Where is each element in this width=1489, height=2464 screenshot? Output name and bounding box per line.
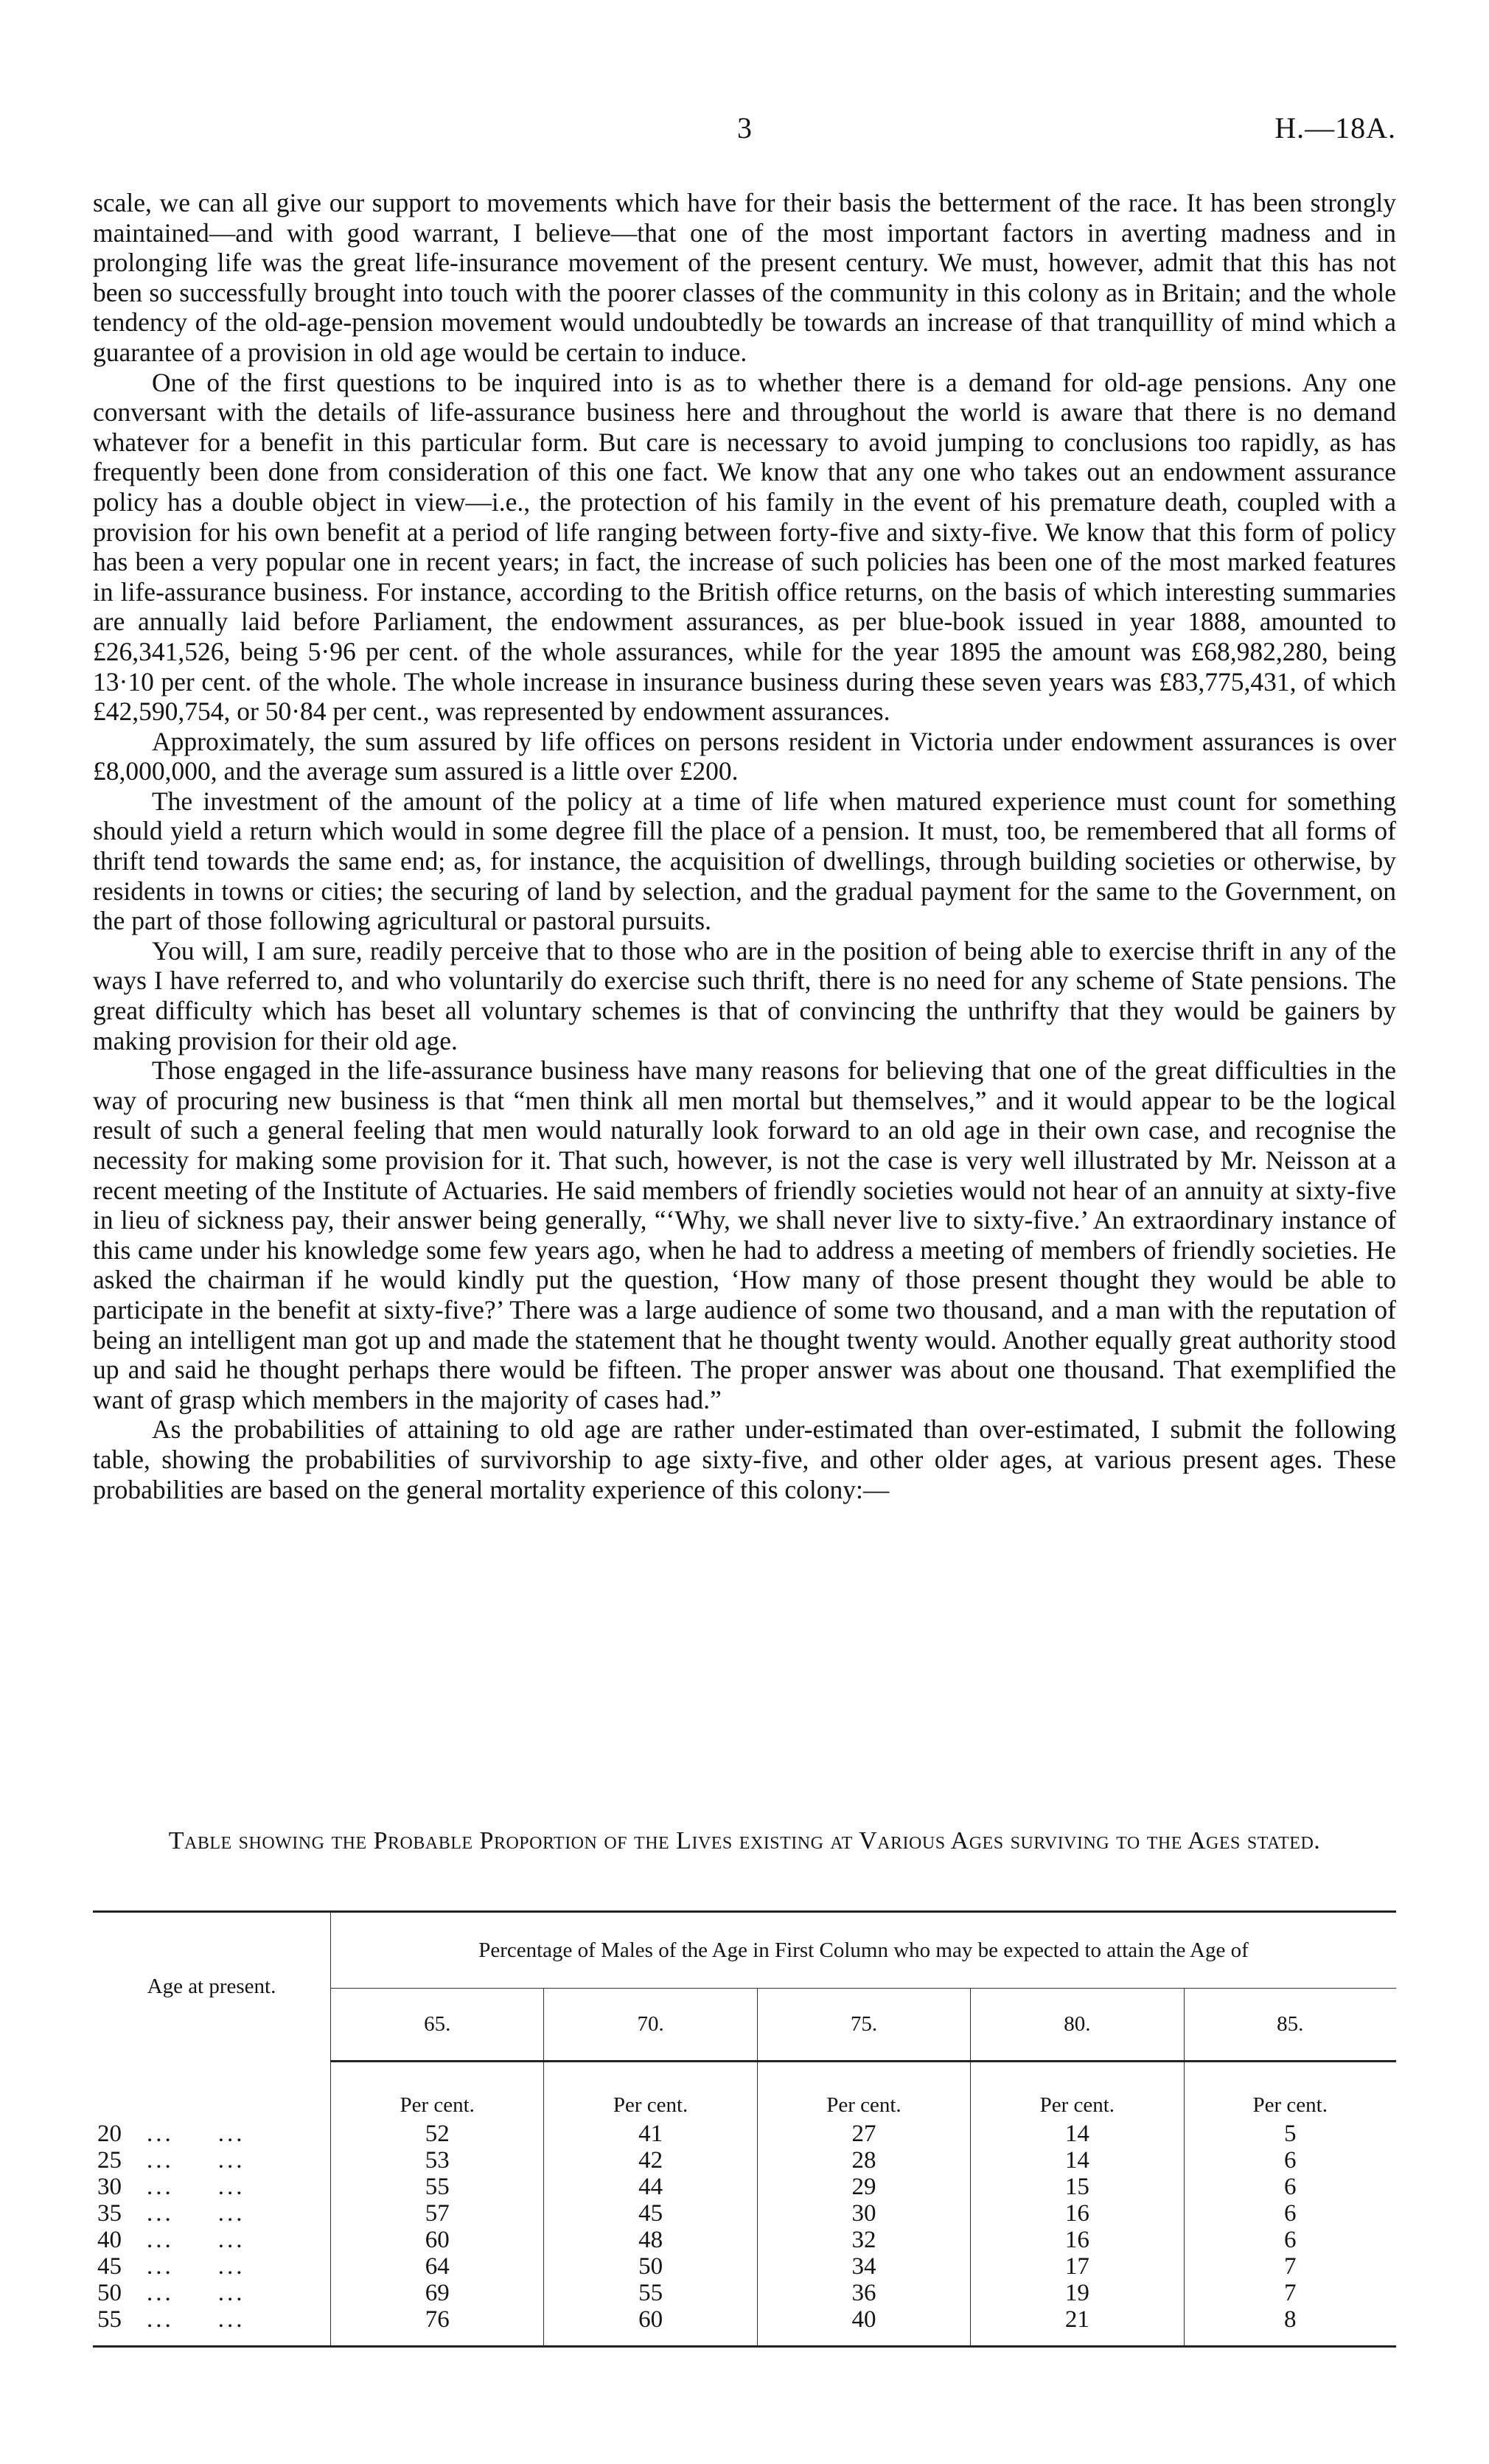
empty-cell [93, 2062, 331, 2121]
percent-cell: 34 [757, 2253, 970, 2280]
age-cell [93, 2121, 331, 2147]
age-cell [93, 2280, 331, 2306]
table-row [93, 2147, 1396, 2174]
percent-cell: 6 [1184, 2227, 1396, 2253]
leader-dots: ... [217, 2174, 245, 2200]
percent-cell: 44 [544, 2174, 757, 2200]
age-cell [93, 2147, 331, 2174]
leader-dots: ... [147, 2253, 174, 2280]
leader-dots: ... [147, 2121, 174, 2147]
percent-cell: 6 [1184, 2147, 1396, 2174]
unit-label: Per cent. [971, 2062, 1184, 2121]
percent-cell: 21 [971, 2306, 1184, 2347]
percent-cell: 19 [971, 2280, 1184, 2306]
age-cell [93, 2306, 331, 2347]
age-value: 45 [97, 2253, 122, 2280]
percent-cell: 60 [331, 2227, 544, 2253]
unit-label: Per cent. [757, 2062, 970, 2121]
percent-cell: 55 [331, 2174, 544, 2200]
page-number: 3 [737, 111, 752, 144]
document-reference: H.—18A. [1274, 111, 1396, 144]
leader-dots: ... [147, 2227, 174, 2253]
column-header-80: 80. [971, 1989, 1184, 2062]
age-value: 25 [97, 2147, 122, 2174]
body-text [93, 188, 1396, 1504]
paragraph: The investment of the amount of the policy at a time of life when matured experience must count for something should yield a return which would in some degree fill the place of a pension. It must, too, be remembered that all forms of thrift tend towards the same end; as, for instance, the acquisition of dwellings, through building societies or otherwise, by residents in towns or cities; the securing of land by selection, and the gradual payment for the same to the Government, on the part of those following agricultural or pastoral pursuits. [93, 786, 1396, 936]
unit-row [93, 2062, 1396, 2121]
percent-cell: 57 [331, 2200, 544, 2227]
page-header [93, 111, 1396, 155]
age-value: 50 [97, 2280, 122, 2306]
age-cell [93, 2253, 331, 2280]
age-value: 35 [97, 2200, 122, 2227]
percent-cell: 29 [757, 2174, 970, 2200]
unit-label: Per cent. [1184, 2062, 1396, 2121]
percent-cell: 60 [544, 2306, 757, 2347]
percent-cell: 30 [757, 2200, 970, 2227]
percent-cell: 69 [331, 2280, 544, 2306]
age-cell [93, 2174, 331, 2200]
leader-dots: ... [217, 2200, 245, 2227]
percent-cell: 42 [544, 2147, 757, 2174]
percent-cell: 41 [544, 2121, 757, 2147]
percent-cell: 76 [331, 2306, 544, 2347]
table-row [93, 2227, 1396, 2253]
percent-cell: 52 [331, 2121, 544, 2147]
leader-dots: ... [217, 2253, 245, 2280]
percent-cell: 53 [331, 2147, 544, 2174]
table-row [93, 2253, 1396, 2280]
percent-cell: 7 [1184, 2253, 1396, 2280]
leader-dots: ... [217, 2280, 245, 2306]
percent-cell: 7 [1184, 2280, 1396, 2306]
column-header-65: 65. [331, 1989, 544, 2062]
table-row [93, 2121, 1396, 2147]
column-header-75: 75. [757, 1989, 970, 2062]
age-value: 20 [97, 2121, 122, 2147]
leader-dots: ... [217, 2147, 245, 2174]
percent-cell: 14 [971, 2147, 1184, 2174]
paragraph: scale, we can all give our support to movements which have for their basis the betterment of the race. It has been strongly maintained—and with good warrant, I believe—that one of the most important factors in averting madness and in prolonging life was the great life-insurance movement of the present century. We must, however, admit that this has not been so successfully brought into touch with the poorer classes of the community in this colony as in Britain; and the whole tendency of the old-age-pension movement would undoubtedly be towards an increase of that tranquillity of mind which a guarantee of a provision in old age would be certain to induce. [93, 188, 1396, 367]
table-row [93, 2280, 1396, 2306]
column-header-70: 70. [544, 1989, 757, 2062]
table-caption: Table showing the Probable Proportion of the Lives existing at Various Ages surviving to the Ages stated. [168, 1827, 1321, 1854]
age-value: 40 [97, 2227, 122, 2253]
unit-label: Per cent. [331, 2062, 544, 2121]
percent-cell: 55 [544, 2280, 757, 2306]
leader-dots: ... [147, 2174, 174, 2200]
age-cell [93, 2227, 331, 2253]
percent-cell: 28 [757, 2147, 970, 2174]
percent-cell: 32 [757, 2227, 970, 2253]
percent-cell: 5 [1184, 2121, 1396, 2147]
age-value: 30 [97, 2174, 122, 2200]
percent-cell: 48 [544, 2227, 757, 2253]
paragraph: Those engaged in the life-assurance business have many reasons for believing that one of the great difficulties in the way of procuring new business is that “men think all men mortal but themselves,” and it would appear to be the logical result of such a general feeling that men would naturally look forward to an old age in their own case, and recognise the necessity for making some provision for it. That such, however, is not the case is very well illustrated by Mr. Neisson at a recent meeting of the Institute of Actuaries. He said members of friendly societies would not hear of an annuity at sixty-five in lieu of sickness pay, their answer being generally, “‘Why, we shall never live to sixty-five.’ An extraordinary instance of this came under his knowledge some few years ago, when he had to address a meeting of members of friendly societies. He asked the chairman if he would kindly put the question, ‘How many of those present thought they would be able to participate in the benefit at sixty-five?’ There was a large audience of some two thousand, and a man with the reputation of being an intelligent man got up and made the statement that he thought twenty would. Another equally great authority stood up and said he thought perhaps there would be fifteen. The proper answer was about one thousand. That exemplified the want of grasp which members in the majority of cases had.” [93, 1055, 1396, 1414]
percent-cell: 40 [757, 2306, 970, 2347]
percent-cell: 27 [757, 2121, 970, 2147]
percent-cell: 6 [1184, 2174, 1396, 2200]
percent-cell: 15 [971, 2174, 1184, 2200]
paragraph: Approximately, the sum assured by life offices on persons resident in Victoria under endowment assurances is over £8,000,000, and the average sum assured is a little over £200. [93, 726, 1396, 786]
percentage-spanning-header: Percentage of Males of the Age in First Column who may be expected to attain the Age of [331, 1912, 1397, 1989]
leader-dots: ... [147, 2306, 174, 2333]
percent-cell: 36 [757, 2280, 970, 2306]
leader-dots: ... [217, 2121, 245, 2147]
age-value: 55 [97, 2306, 122, 2333]
age-at-present-header: Age at present. [93, 1912, 331, 2062]
percent-cell: 14 [971, 2121, 1184, 2147]
column-header-85: 85. [1184, 1989, 1396, 2062]
paragraph: One of the first questions to be inquired into is as to whether there is a demand for old-age pensions. Any one conversant with the details of life-assurance business here and throughout the world is aware that there is no demand whatever for a benefit in this particular form. But care is necessary to avoid jumping to conclusions too rapidly, as has frequently been done from consideration of this one fact. We know that any one who takes out an endowment assurance policy has a double object in view—i.e., the protection of his family in the event of his premature death, coupled with a provision for his own benefit at a period of life ranging between forty-five and sixty-five. We know that this form of policy has been a very popular one in recent years; in fact, the increase of such policies has been one of the most marked features in life-assurance business. For instance, according to the British office returns, on the basis of which interesting summaries are annually laid before Parliament, the endowment assurances, as per blue-book issued in year 1888, amounted to £26,341,526, being 5·96 per cent. of the whole assurances, while for the year 1895 the amount was £68,982,280, being 13·10 per cent. of the whole. The whole increase in insurance business during these seven years was £83,775,431, of which £42,590,754, or 50·84 per cent., was represented by endowment assurances. [93, 367, 1396, 727]
paragraph: As the probabilities of attaining to old age are rather under-estimated than over-estimated, I submit the following table, showing the probabilities of survivorship to age sixty-five, and other older ages, at various present ages. These probabilities are based on the general mortality experience of this colony:— [93, 1414, 1396, 1504]
leader-dots: ... [147, 2200, 174, 2227]
percent-cell: 17 [971, 2253, 1184, 2280]
percent-cell: 45 [544, 2200, 757, 2227]
percent-cell: 64 [331, 2253, 544, 2280]
percent-cell: 6 [1184, 2200, 1396, 2227]
percent-cell: 8 [1184, 2306, 1396, 2347]
unit-label: Per cent. [544, 2062, 757, 2121]
leader-dots: ... [147, 2147, 174, 2174]
age-cell [93, 2200, 331, 2227]
table-row [93, 2200, 1396, 2227]
leader-dots: ... [217, 2306, 245, 2333]
table-row [93, 2306, 1396, 2347]
percent-cell: 16 [971, 2227, 1184, 2253]
probability-table [93, 1910, 1396, 2348]
percent-cell: 16 [971, 2200, 1184, 2227]
percent-cell: 50 [544, 2253, 757, 2280]
table-header-row [93, 1912, 1396, 1989]
table-row [93, 2174, 1396, 2200]
paragraph: You will, I am sure, readily perceive that to those who are in the position of being able to exercise thrift in any of the ways I have referred to, and who voluntarily do exercise such thrift, there is no need for any scheme of State pensions. The great difficulty which has beset all voluntary schemes is that of convincing the unthrifty that they would be gainers by making provision for their old age. [93, 935, 1396, 1055]
leader-dots: ... [147, 2280, 174, 2306]
leader-dots: ... [217, 2227, 245, 2253]
